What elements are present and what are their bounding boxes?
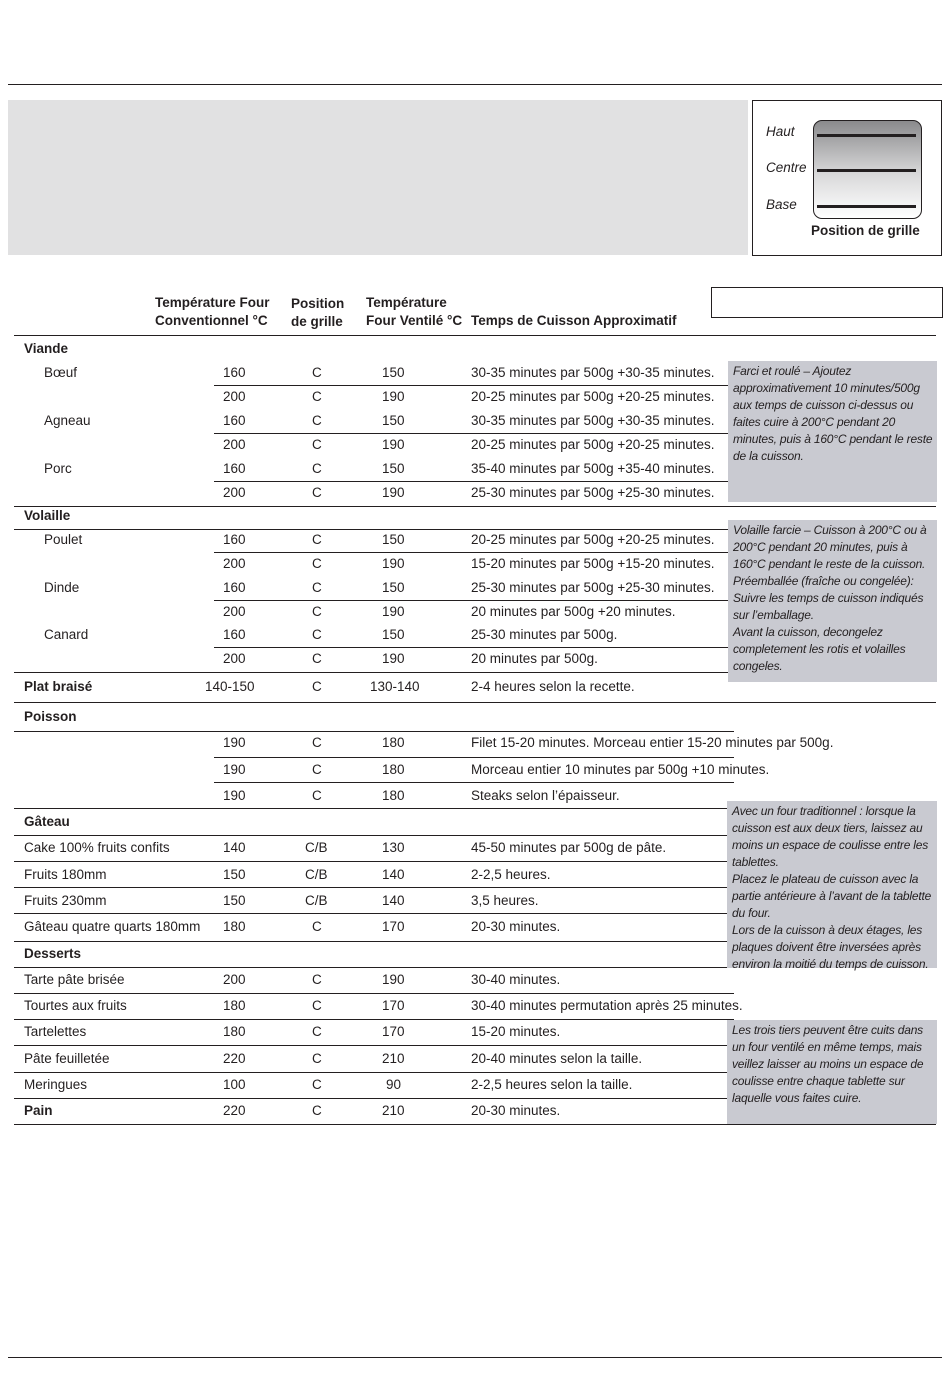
fan-temp-cell: 150 <box>382 580 405 595</box>
shelf-position-cell: C <box>312 1103 322 1118</box>
shelf-position-cell: C <box>312 919 322 934</box>
row-separator <box>214 757 734 758</box>
conventional-temp-cell: 200 <box>223 485 246 500</box>
conventional-temp-cell: 200 <box>223 556 246 571</box>
shelf-position-cell: C <box>312 365 322 380</box>
conventional-temp-cell: 160 <box>223 461 246 476</box>
cooking-time-cell: 15-20 minutes par 500g +15-20 minutes. <box>471 556 715 571</box>
cooking-time-cell: 30-40 minutes permutation après 25 minutes. <box>471 998 743 1013</box>
section-end-rule <box>14 702 936 703</box>
row-separator <box>214 647 734 648</box>
cooking-time-cell: 20-25 minutes par 500g +20-25 minutes. <box>471 532 715 547</box>
shelf-position-cell: C/B <box>305 867 328 882</box>
item-label: Tartelettes <box>24 1024 87 1039</box>
shelf-position-cell: C/B <box>305 840 328 855</box>
conventional-temp-cell: 200 <box>223 604 246 619</box>
conventional-temp-cell: 150 <box>223 867 246 882</box>
fan-temp-cell: 180 <box>382 788 405 803</box>
item-label: Pâte feuilletée <box>24 1051 110 1066</box>
fan-temp-cell: 190 <box>382 651 405 666</box>
section-title: Gâteau <box>24 814 70 829</box>
row-separator <box>14 1072 734 1073</box>
section-title: Volaille <box>24 508 71 523</box>
conventional-temp-cell: 140 <box>223 840 246 855</box>
item-label: Porc <box>44 461 72 476</box>
shelf-position-cell: C <box>312 437 322 452</box>
cooking-time-cell: 20 minutes par 500g +20 minutes. <box>471 604 676 619</box>
shelf-label-top: Haut <box>766 124 795 139</box>
cooking-time-cell: 3,5 heures. <box>471 893 539 908</box>
cooking-time-cell: 30-35 minutes par 500g +30-35 minutes. <box>471 365 715 380</box>
shelf-position-cell: C <box>312 556 322 571</box>
section-header-rule <box>14 967 734 968</box>
section-title: Poisson <box>24 709 77 724</box>
cooking-time-cell: 2-2,5 heures selon la taille. <box>471 1077 633 1092</box>
cooking-time-cell: 25-30 minutes par 500g +25-30 minutes. <box>471 580 715 595</box>
fan-temp-cell: 170 <box>382 1024 405 1039</box>
shelf-line-top <box>817 134 916 137</box>
conventional-temp-cell: 160 <box>223 365 246 380</box>
fan-temp-cell: 150 <box>382 413 405 428</box>
row-separator <box>214 600 734 601</box>
conventional-temp-cell: 190 <box>223 735 246 750</box>
section-title: Viande <box>24 341 69 356</box>
fan-temp-cell: 190 <box>382 604 405 619</box>
cooking-time-cell: 35-40 minutes par 500g +35-40 minutes. <box>471 461 715 476</box>
shelf-position-cell: C <box>312 679 322 694</box>
item-label: Bœuf <box>44 365 78 380</box>
shelf-diagram-caption: Position de grille <box>811 223 920 238</box>
fan-temp-cell: 170 <box>382 919 405 934</box>
conventional-temp-cell: 200 <box>223 437 246 452</box>
section-title: Desserts <box>24 946 82 961</box>
conventional-temp-cell: 220 <box>223 1103 246 1118</box>
shelf-position-cell: C <box>312 998 322 1013</box>
top-rule <box>8 84 942 85</box>
header-conventional-temp: Température Four Conventionnel °C <box>155 295 270 328</box>
note-meat: Farci et roulé – Ajoutez approximativement 10 minutes/500g aux temps de cuisson ci-dessus ou faites cuire à 200°C pendant 20 minutes, puis à 160°C pendant le reste de la cuisson. <box>728 361 937 502</box>
cooking-time-cell: 30-40 minutes. <box>471 972 561 987</box>
empty-label-box <box>711 287 943 318</box>
row-separator <box>14 913 734 914</box>
shelf-position-cell: C <box>312 604 322 619</box>
fan-temp-cell: 180 <box>382 762 405 777</box>
section-end-rule <box>14 506 936 507</box>
row-separator <box>214 385 734 386</box>
fan-temp-cell: 150 <box>382 365 405 380</box>
cooking-time-cell: 20-30 minutes. <box>471 1103 561 1118</box>
shelf-position-cell: C <box>312 735 322 750</box>
shelf-position-cell: C <box>312 461 322 476</box>
note-cake: Avec un four traditionnel : lorsque la cuisson est aux deux tiers, laissez au moins un espace de coulisse entre les tablettes. Placez le plateau de cuisson avec la partie antérieure à l’avant de la tablette du four. Lors de la cuisson à deux étages, les plaques doivent être inversées après environ la moitié du temps de cuisson. <box>727 801 937 968</box>
row-separator <box>214 433 734 434</box>
item-label: Fruits 180mm <box>24 867 107 882</box>
shelf-position-cell: C <box>312 651 322 666</box>
shelf-position-cell: C <box>312 762 322 777</box>
header-rule <box>14 335 936 336</box>
shelf-position-cell: C <box>312 627 322 642</box>
section-title: Plat braisé <box>24 679 93 694</box>
fan-temp-cell: 130-140 <box>370 679 420 694</box>
shelf-line-middle <box>817 169 916 172</box>
fan-temp-cell: 150 <box>382 627 405 642</box>
fan-temp-cell: 140 <box>382 867 405 882</box>
fan-temp-cell: 130 <box>382 840 405 855</box>
fan-temp-cell: 150 <box>382 532 405 547</box>
conventional-temp-cell: 200 <box>223 972 246 987</box>
conventional-temp-cell: 200 <box>223 389 246 404</box>
cooking-time-cell: 20 minutes par 500g. <box>471 651 598 666</box>
conventional-temp-cell: 160 <box>223 413 246 428</box>
note-poultry: Volaille farcie – Cuisson à 200°C ou à 200°C pendant 20 minutes, puis à 160°C pendant le reste de la cuisson. Préemballée (fraîche ou congelée): Suivre les temps de cuisson indiqués sur l’emballage. Avant la cuisson, decongelez completement les rotis et volailles congeles. <box>728 520 937 682</box>
section-title: Pain <box>24 1103 53 1118</box>
shelf-position-cell: C <box>312 1077 322 1092</box>
fan-temp-cell: 190 <box>382 556 405 571</box>
conventional-temp-cell: 180 <box>223 919 246 934</box>
item-label: Canard <box>44 627 89 642</box>
cooking-time-cell: 2-4 heures selon la recette. <box>471 679 635 694</box>
cooking-time-cell: Filet 15-20 minutes. Morceau entier 15-20 minutes par 500g. <box>471 735 834 750</box>
cooking-time-cell: 15-20 minutes. <box>471 1024 561 1039</box>
oven-cavity-icon <box>813 120 922 219</box>
item-label: Meringues <box>24 1077 88 1092</box>
row-separator <box>214 552 734 553</box>
cooking-time-cell: 20-25 minutes par 500g +20-25 minutes. <box>471 389 715 404</box>
fan-temp-cell: 210 <box>382 1051 405 1066</box>
shelf-label-middle: Centre <box>766 160 807 175</box>
row-separator <box>14 1045 734 1046</box>
fan-temp-cell: 90 <box>386 1077 402 1092</box>
fan-temp-cell: 170 <box>382 998 405 1013</box>
shelf-position-cell: C <box>312 788 322 803</box>
note-desserts: Les trois tiers peuvent être cuits dans un four ventilé en même temps, mais veillez laisser au moins un espace de coulisse entre chaque tablette sur laquelle vous faites cuire. <box>727 1020 937 1124</box>
cooking-time-cell: Morceau entier 10 minutes par 500g +10 minutes. <box>471 762 770 777</box>
item-label: Dinde <box>44 580 80 595</box>
item-label: Gâteau quatre quarts 180mm <box>24 919 201 934</box>
shelf-position-cell: C <box>312 413 322 428</box>
conventional-temp-cell: 160 <box>223 580 246 595</box>
cooking-time-cell: 25-30 minutes par 500g +25-30 minutes. <box>471 485 715 500</box>
header-fan-temp: Température Four Ventilé °C <box>366 295 463 328</box>
shelf-position-cell: C <box>312 1051 322 1066</box>
item-label: Fruits 230mm <box>24 893 107 908</box>
section-end-rule <box>14 1124 936 1125</box>
fan-temp-cell: 190 <box>382 972 405 987</box>
cooking-time-cell: 20-40 minutes selon la taille. <box>471 1051 643 1066</box>
row-separator <box>14 861 734 862</box>
conventional-temp-cell: 220 <box>223 1051 246 1066</box>
row-separator <box>214 782 734 783</box>
row-separator <box>14 1019 734 1020</box>
item-label: Agneau <box>44 413 91 428</box>
conventional-temp-cell: 160 <box>223 627 246 642</box>
cooking-time-cell: 2-2,5 heures. <box>471 867 551 882</box>
header-cooking-time: Temps de Cuisson Approximatif <box>471 313 677 328</box>
fan-temp-cell: 150 <box>382 461 405 476</box>
shelf-position-cell: C/B <box>305 893 328 908</box>
shelf-position-cell: C <box>312 580 322 595</box>
item-label: Cake 100% fruits confits <box>24 840 170 855</box>
section-header-rule <box>14 731 734 732</box>
shelf-label-bottom: Base <box>766 197 797 212</box>
conventional-temp-cell: 200 <box>223 651 246 666</box>
shelf-position-cell: C <box>312 389 322 404</box>
section-header-rule <box>14 529 734 530</box>
cooking-time-cell: 30-35 minutes par 500g +30-35 minutes. <box>471 413 715 428</box>
shelf-position-cell: C <box>312 532 322 547</box>
conventional-temp-cell: 150 <box>223 893 246 908</box>
fan-temp-cell: 210 <box>382 1103 405 1118</box>
cooking-time-cell: 25-30 minutes par 500g. <box>471 627 618 642</box>
cooking-time-cell: 20-25 minutes par 500g +20-25 minutes. <box>471 437 715 452</box>
row-separator <box>14 993 734 994</box>
fan-temp-cell: 190 <box>382 485 405 500</box>
conventional-temp-cell: 160 <box>223 532 246 547</box>
conventional-temp-cell: 140-150 <box>205 679 255 694</box>
shelf-position-cell: C <box>312 972 322 987</box>
item-label: Tarte pâte brisée <box>24 972 125 987</box>
item-label: Poulet <box>44 532 83 547</box>
item-label: Tourtes aux fruits <box>24 998 127 1013</box>
conventional-temp-cell: 190 <box>223 788 246 803</box>
cooking-time-cell: Steaks selon l’épaisseur. <box>471 788 620 803</box>
shelf-position-cell: C <box>312 485 322 500</box>
fan-temp-cell: 190 <box>382 437 405 452</box>
title-banner <box>8 100 748 255</box>
shelf-position-cell: C <box>312 1024 322 1039</box>
row-separator <box>214 481 734 482</box>
row-separator <box>14 887 734 888</box>
conventional-temp-cell: 180 <box>223 998 246 1013</box>
cooking-time-cell: 20-30 minutes. <box>471 919 561 934</box>
fan-temp-cell: 190 <box>382 389 405 404</box>
conventional-temp-cell: 180 <box>223 1024 246 1039</box>
fan-temp-cell: 180 <box>382 735 405 750</box>
fan-temp-cell: 140 <box>382 893 405 908</box>
shelf-line-bottom <box>817 205 916 208</box>
conventional-temp-cell: 190 <box>223 762 246 777</box>
section-header-rule <box>14 835 734 836</box>
cooking-time-cell: 45-50 minutes par 500g de pâte. <box>471 840 667 855</box>
bottom-rule <box>8 1357 942 1358</box>
shelf-position-diagram <box>752 100 942 256</box>
conventional-temp-cell: 100 <box>223 1077 246 1092</box>
header-shelf-position: Position de grille <box>291 296 345 329</box>
